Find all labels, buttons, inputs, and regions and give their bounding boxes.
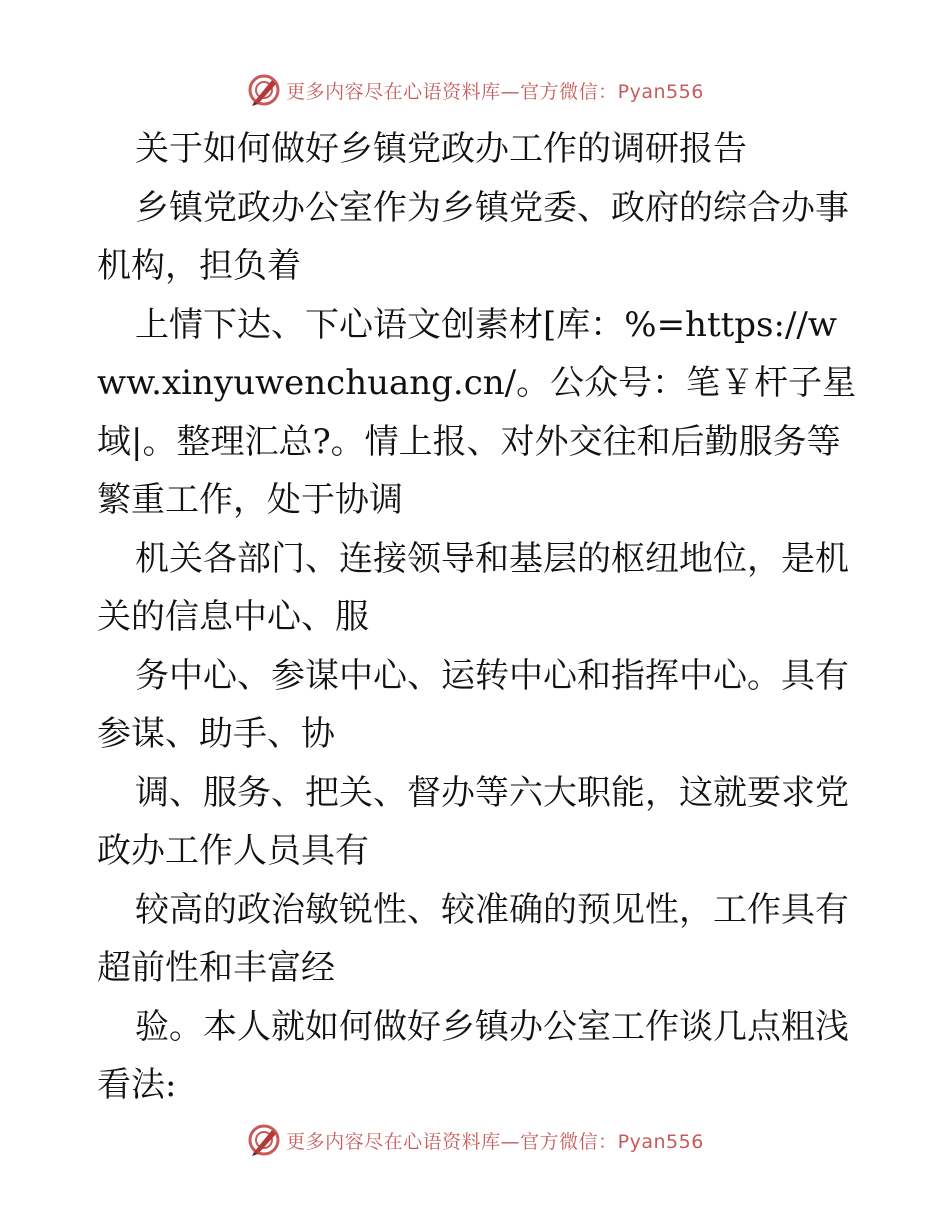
document-title: 关于如何做好乡镇党政办工作的调研报告 (135, 129, 747, 169)
paragraph: 验。本人就如何做好乡镇办公室工作谈几点粗浅看法: (97, 1006, 849, 1105)
paragraph: 机关各部门、连接领导和基层的枢纽地位，是机关的信息中心、服 (97, 538, 849, 637)
header-banner-text: 更多内容尽在心语资料库—官方微信：Pyan556 (286, 80, 704, 103)
paragraph: 调、服务、把关、督办等六大职能，这就要求党政办工作人员具有 (97, 772, 849, 871)
paragraph: 乡镇党政办公室作为乡镇党委、政府的综合办事机构，担负着 (97, 187, 849, 286)
footer-banner-text: 更多内容尽在心语资料库—官方微信：Pyan556 (286, 1130, 704, 1153)
header-banner (0, 70, 950, 110)
pen-logo-icon (246, 72, 282, 108)
paragraph: 务中心、参谋中心、运转中心和指挥中心。具有参谋、助手、协 (97, 655, 849, 754)
paragraph: 较高的政治敏锐性、较准确的预见性，工作具有超前性和丰富经 (97, 889, 849, 988)
paragraph: 上情下达、下心语文创素材[库：%=https://www.xinyuwenchuang.cn/。公众号：笔￥杆子星域|。整理汇总?。情上报、对外交往和后勤服务等繁重工作，处于协调 (97, 304, 857, 520)
document-body (97, 120, 857, 1115)
footer-banner (0, 1120, 950, 1160)
pen-logo-icon (246, 1122, 282, 1158)
